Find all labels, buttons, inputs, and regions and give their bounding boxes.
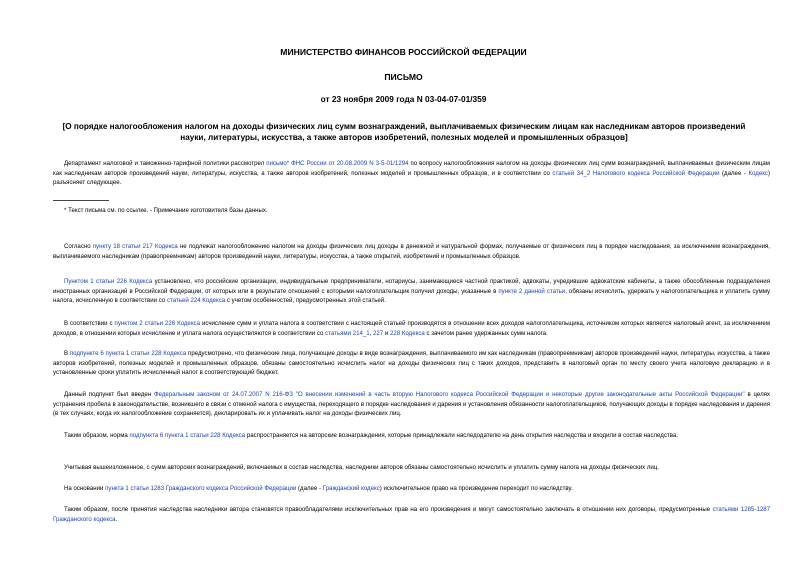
link-article-217[interactable]: пункту 18 статьи 217 Кодекса [92, 243, 178, 250]
document-subject: [О порядке налогообложения налогом на доходы физических лиц сумм вознаграждений, выплачиваемых физическим лицам как наследникам авторов произведений науки, литературы, искусства, а также авторов изобретений, полезных моделей и промышленных образцов] [62, 122, 746, 142]
paragraph-4-text: В соответствии с [64, 320, 115, 327]
paragraph-4-text: , [369, 329, 374, 337]
paragraph-3-text: , обязаны исчислить, удержать у налогоплательщика и уплатить сумму налога, исчисленную в соответствии со [53, 287, 770, 305]
paragraph-2-text: Согласно [64, 243, 93, 250]
link-civil-code-1283[interactable]: пункта 1 статьи 1283 Гражданского кодекса Российской Федерации [105, 485, 297, 492]
link-article-224[interactable]: статьей 224 Кодекса [166, 297, 226, 305]
paragraph-6 [53, 390, 770, 419]
link-point-2[interactable]: пункте 2 данной статьи [498, 287, 566, 295]
paragraph-10-text: . [115, 515, 118, 523]
paragraph-7 [53, 431, 770, 441]
paragraph-4-text: и [383, 329, 390, 337]
link-article-214-1[interactable]: статьями 214_1 [325, 329, 370, 337]
paragraph-8-text: Учитывая вышеизложенное, с сумм авторских вознаграждений, включаемых в состав наследства, наследники авторов обязаны самостоятельно исчислить и уплатить сумму налога на доходы физических лиц. [64, 464, 659, 471]
document-date-number: от 23 ноября 2009 года N 03-04-07-01/359 [320, 94, 487, 104]
paragraph-1-text: ) разъясняет следующее. [53, 169, 771, 187]
link-article-228-pp6-b[interactable]: подпункта 6 пункта 1 статьи 228 Кодекса [129, 432, 246, 439]
link-article-228-pp6[interactable]: подпункте 6 пункта 1 статьи 228 Кодекса [69, 350, 187, 357]
footnote: * Текст письма см. по ссылке. - Примечание изготовителя базы данных. [64, 207, 268, 214]
paragraph-1-text: (далее - [719, 169, 749, 177]
paragraph-1 [53, 159, 770, 188]
link-article-226-p2[interactable]: пунктом 2 статьи 226 Кодекса [114, 320, 200, 327]
paragraph-3-text: установлено, что российские организации, индивидуальные предприниматели, нотариусы, занимающиеся частной практикой, адвокаты, учредившие адвокатские кабинеты, а также обособленные подразделения иностранных организаций в Российской Федерации, от которых или в результате отношений с которыми налогоплательщик получил доходы, указанные в [53, 278, 770, 295]
link-article-34-2[interactable]: статьей 34_2 Налогового кодекса Российской Федерации [552, 169, 720, 177]
paragraph-1-text: Департамент налоговой и таможенно-тарифной политики рассмотрел [64, 160, 267, 167]
ministry-title: МИНИСТЕРСТВО ФИНАНСОВ РОССИЙСКОЙ ФЕДЕРАЦИИ [280, 47, 527, 57]
paragraph-7-text: распространяется на авторские вознаграждения, которые принадлежали наследодателю на день открытия наследства и входили в состав наследства. [245, 432, 678, 439]
paragraph-2 [53, 242, 770, 261]
paragraph-9 [53, 484, 770, 494]
paragraph-4-text: с зачетом ранее удержанных сумм налога. [424, 329, 548, 337]
link-civil-code[interactable]: Гражданский кодекс [322, 485, 380, 492]
paragraph-4 [53, 319, 770, 338]
paragraph-8 [53, 463, 770, 473]
paragraph-2-text: не подлежат налогообложению налогом на доходы физических лиц доходы в денежной и натуральной формах, получаемые от физических лиц в порядке наследования, за исключением вознаграждения, выплачиваемого наследникам (правопреемникам) авторов произведений науки, литературы, искусства, а также открытий, изобретений и промышленных образцов. [53, 243, 770, 260]
paragraph-5 [53, 349, 770, 378]
paragraph-7-text: Таким образом, норма [64, 432, 130, 439]
paragraph-4-text: исчисление сумм и уплата налога в соответствии с настоящей статьей производятся в отношении всех доходов налогоплательщика, источником которых является налоговый агент, за исключением доходов, в отношении которых исчисление и уплата налога осуществляются в соответствии со [53, 320, 771, 337]
paragraph-6-text: в целях устранения пробела в законодательстве, возникшего в связи с отменой налога с имущества, переходящего в порядке наследования и дарения и установления обязанности налогоплательщиков, получающих доходы в порядке наследования и дарения (в тех случаях, когда их налогообложение сохраняется), декларировать их и уплачивать налог на доходы физических лиц. [53, 391, 770, 418]
paragraph-5-text: В [64, 350, 70, 357]
paragraph-9-text: (далее - [296, 485, 323, 492]
link-article-227[interactable]: 227 [373, 329, 384, 337]
paragraph-5-text: предусмотрено, что физические лица, получающие доходы в виде вознаграждения, выплачиваемого им как наследникам (правопреемникам) авторов произведений науки, литературы, искусства, а также авторов изобретений, полезных моделей и промышленных образцов, обязаны самостоятельно исчислить налог на доходы физических лиц с таких доходов, представить в налоговый орган по месту своего учета налоговую декларацию и в установленные сроки уплатить исчисленный налог в соответствующий бюджет. [53, 350, 770, 377]
link-article-226-p1[interactable]: Пунктом 1 статьи 226 Кодекса [64, 278, 153, 285]
link-civil-code-1285-1287[interactable]: статьями 1285-1287 Гражданского кодекса [53, 506, 770, 523]
paragraph-1-text: по вопросу налогообложения налогом на доходы физических лиц сумм вознаграждений, выплачиваемых физическим лицам как наследникам авторов произведений науки, литературы, искусства, а также авторов изобретений, полезных моделей и промышленных образцов, и в соответствии со [53, 160, 770, 177]
link-kodeks[interactable]: Кодекс [748, 169, 768, 177]
paragraph-9-text: На основании [64, 485, 106, 492]
paragraph-3-text: с учетом особенностей, предусмотренных этой статьей. [225, 297, 386, 305]
footnote-divider [53, 200, 109, 201]
document-type: ПИСЬМО [384, 72, 423, 82]
paragraph-10-text: Таким образом, после принятия наследства наследники автора становятся правообладателями исключительных прав на его произведения и могут самостоятельно заключать в отношении них договоры, предусмотренные [64, 506, 713, 513]
link-article-228[interactable]: 228 Кодекса [390, 329, 425, 337]
paragraph-6-text: Данный подпункт был введен [64, 391, 154, 398]
link-fns-letter[interactable]: письмо* ФНС России от 20.08.2009 N 3-5-01/1294 [266, 160, 409, 167]
paragraph-10 [53, 505, 770, 524]
link-federal-law-216[interactable]: Федеральным законом от 24.07.2007 N 216-ФЗ "О внесении изменений в часть вторую Налогового кодекса Российской Федерации и некоторые другие законодательные акты Российской Федерации" [153, 391, 745, 398]
paragraph-9-text: ) исключительное право на произведение переходит по наследству. [379, 485, 573, 492]
paragraph-3 [53, 277, 770, 306]
